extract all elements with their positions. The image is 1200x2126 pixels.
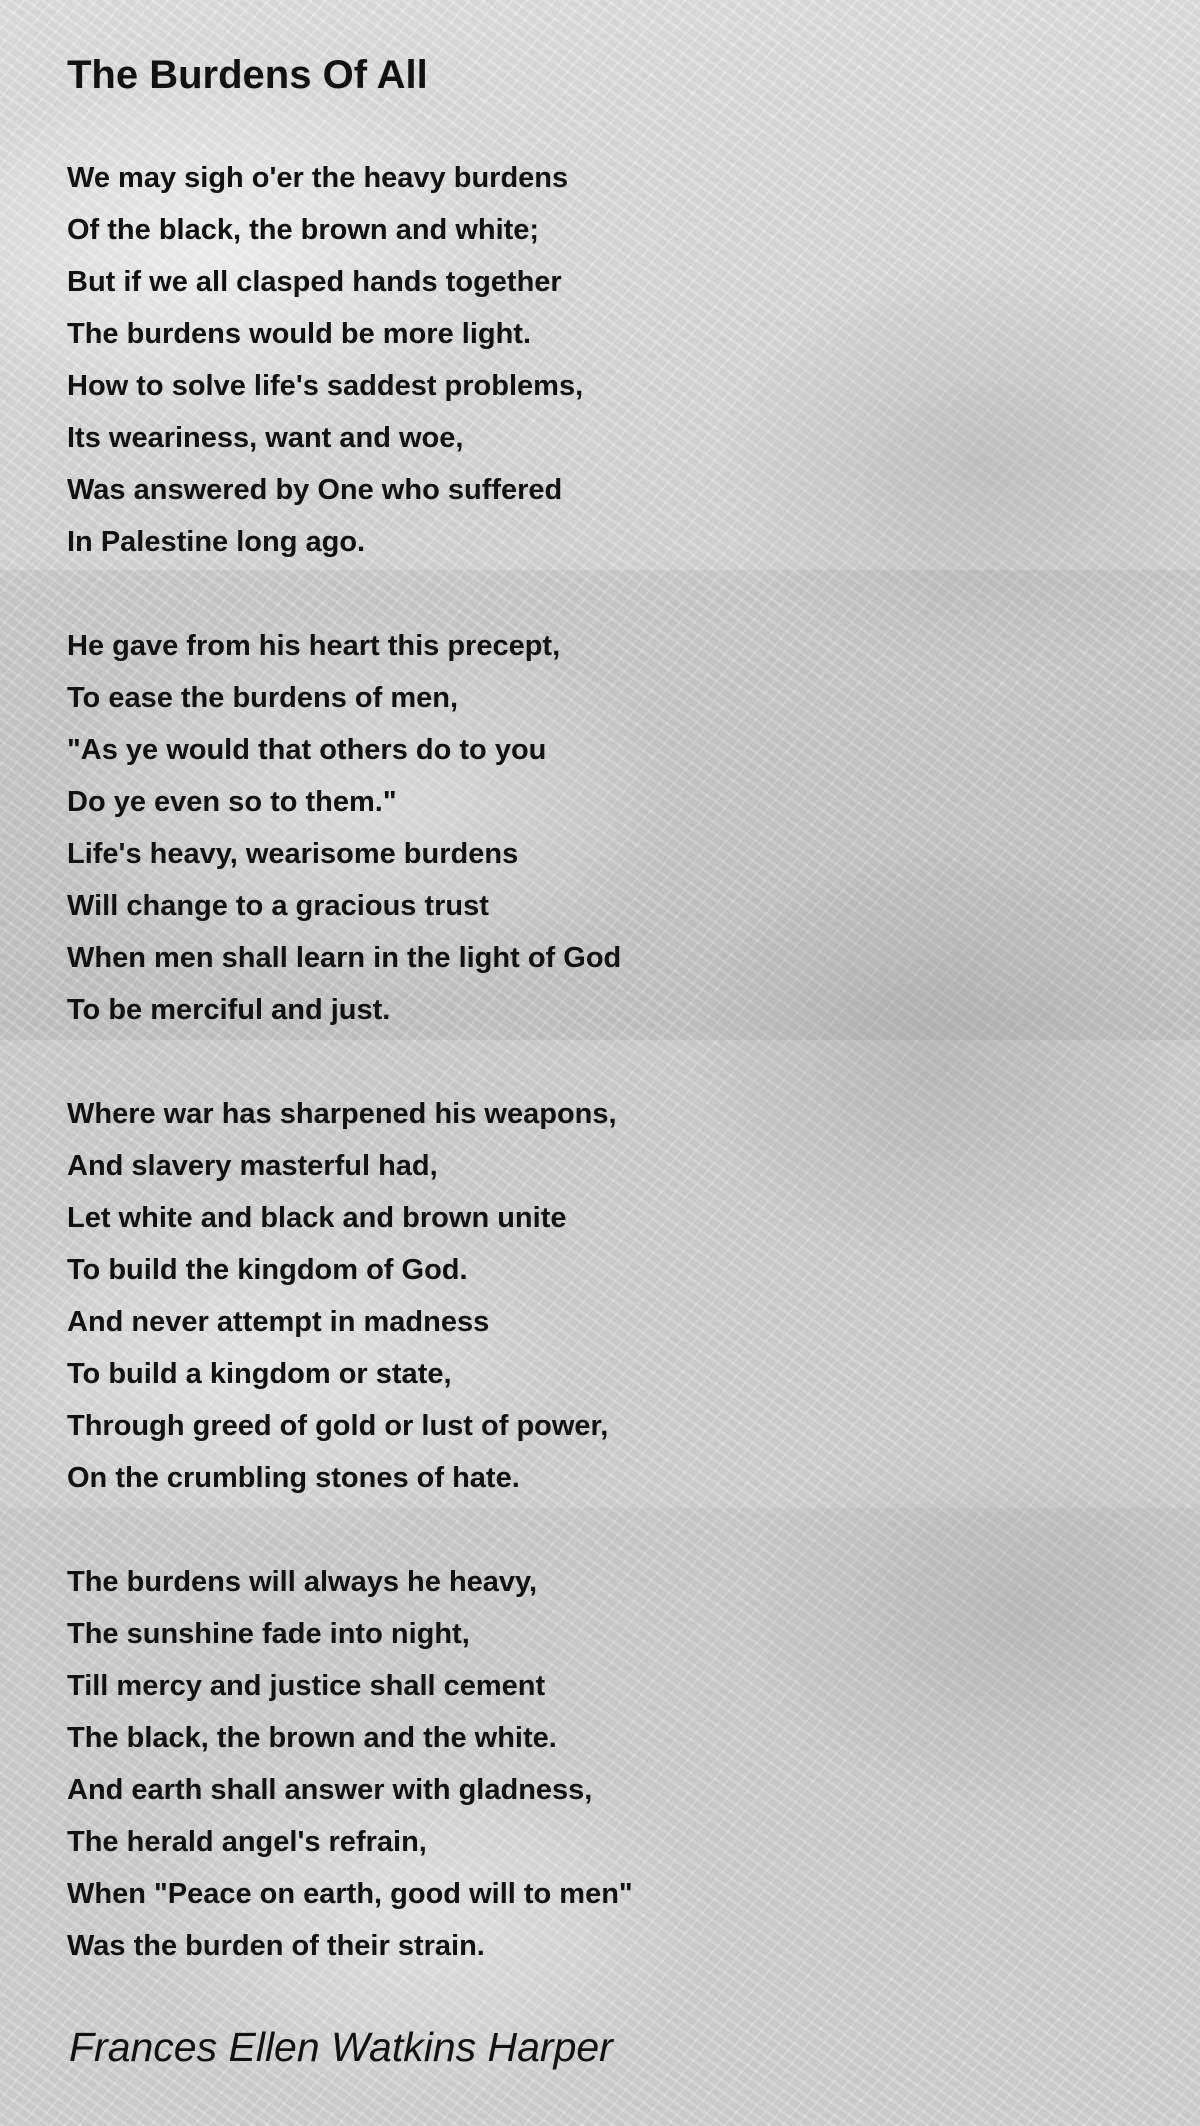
poem-line: Till mercy and justice shall cement <box>67 1670 546 1702</box>
poem-line: The burdens will always he heavy, <box>67 1566 538 1598</box>
poem-line: Where war has sharpened his weapons, <box>67 1098 617 1130</box>
poem-line: And earth shall answer with gladness, <box>67 1774 593 1806</box>
poem-line: And slavery masterful had, <box>67 1150 438 1182</box>
poem-line: And never attempt in madness <box>67 1306 490 1338</box>
poem-line: In Palestine long ago. <box>67 526 366 558</box>
poem-line: Through greed of gold or lust of power, <box>67 1410 609 1442</box>
poem-line: "As ye would that others do to you <box>67 734 547 766</box>
poem-line: When men shall learn in the light of God <box>67 942 622 974</box>
poem-line: But if we all clasped hands together <box>67 266 562 298</box>
stanza-1 <box>67 152 1147 568</box>
poem-line: To ease the burdens of men, <box>67 682 459 714</box>
poem-line: How to solve life's saddest problems, <box>67 370 584 402</box>
poem-line: To build a kingdom or state, <box>67 1358 452 1390</box>
stanza-3 <box>67 1088 1147 1504</box>
poem-line: Life's heavy, wearisome burdens <box>67 838 519 870</box>
poem-line: To be merciful and just. <box>67 994 391 1026</box>
poem-line: On the crumbling stones of hate. <box>67 1462 520 1494</box>
poem-line: To build the kingdom of God. <box>67 1254 468 1286</box>
stanza-4 <box>67 1556 1147 1972</box>
poem-line: Will change to a gracious trust <box>67 890 489 922</box>
poem-line: Of the black, the brown and white; <box>67 214 540 246</box>
poem-line: Was answered by One who suffered <box>67 474 563 506</box>
poem-line: We may sigh o'er the heavy burdens <box>67 162 569 194</box>
poem-line: Was the burden of their strain. <box>67 1930 485 1962</box>
poem-author: Frances Ellen Watkins Harper <box>69 2024 613 2070</box>
poem-title: The Burdens Of All <box>67 53 428 97</box>
poem-line: When "Peace on earth, good will to men" <box>67 1878 633 1910</box>
poem-line: Let white and black and brown unite <box>67 1202 567 1234</box>
poem-line: Its weariness, want and woe, <box>67 422 464 454</box>
poem-line: The black, the brown and the white. <box>67 1722 557 1754</box>
poem-container <box>67 50 1147 2024</box>
poem-line: The herald angel's refrain, <box>67 1826 427 1858</box>
poem-line: The sunshine fade into night, <box>67 1618 470 1650</box>
poem-line: Do ye even so to them." <box>67 786 397 818</box>
poem-line: The burdens would be more light. <box>67 318 532 350</box>
stanza-2 <box>67 620 1147 1036</box>
poem-line: He gave from his heart this precept, <box>67 630 561 662</box>
